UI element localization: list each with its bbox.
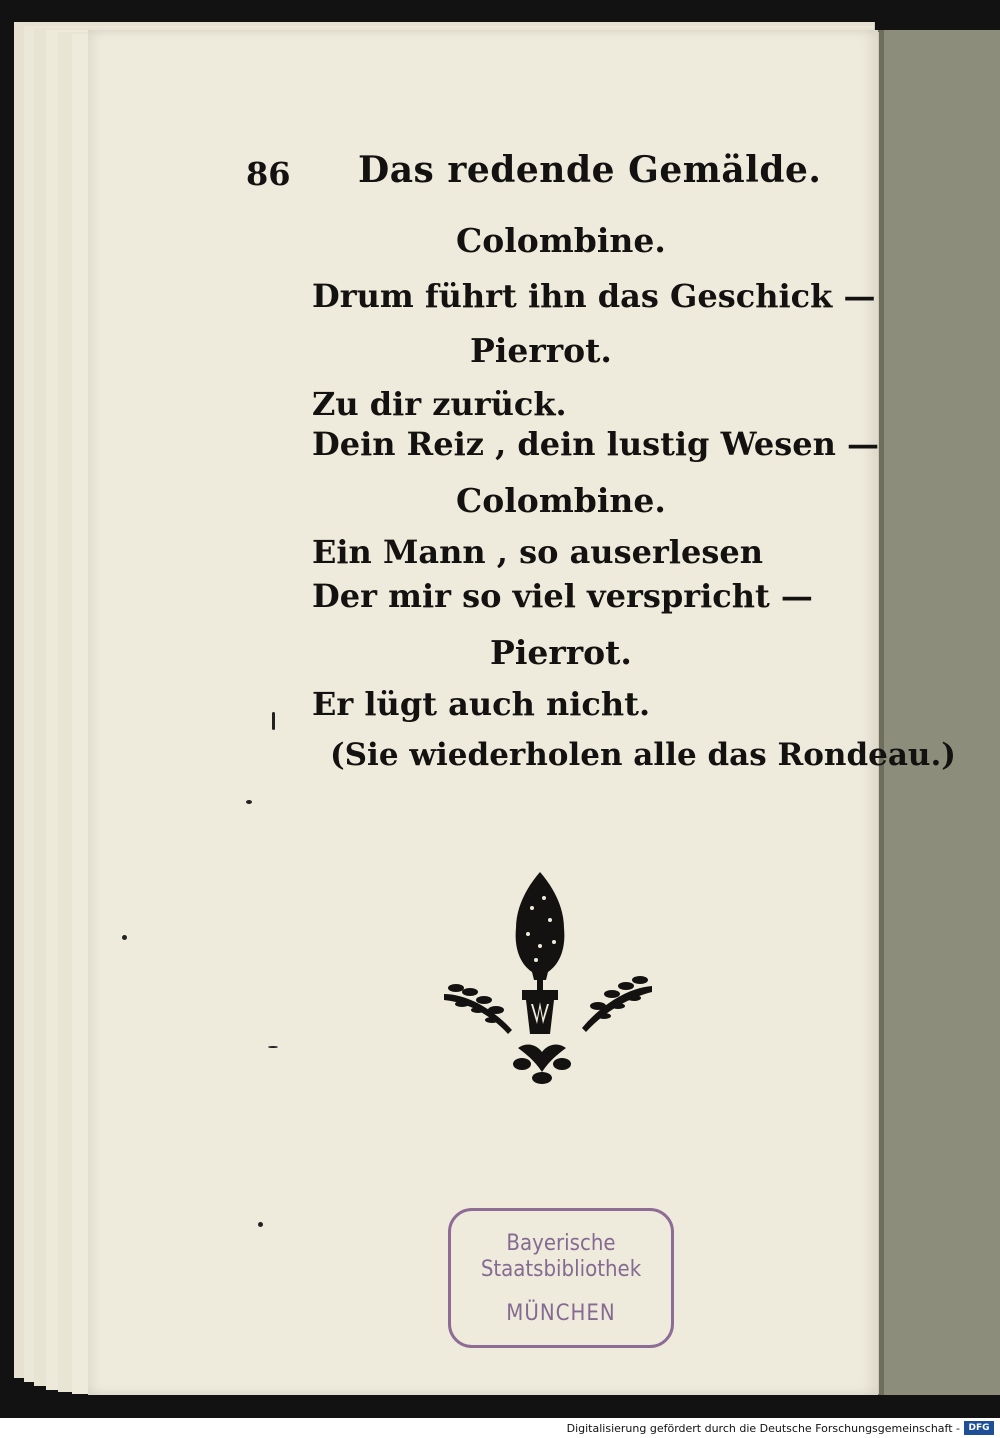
verse-line: Der mir so viel verspricht — bbox=[312, 577, 813, 615]
ink-speck bbox=[272, 712, 275, 730]
book-cover-board bbox=[872, 30, 1000, 1395]
verse-line: Drum führt ihn das Geschick — bbox=[312, 277, 876, 315]
verse-line: Ein Mann , so auserlesen bbox=[312, 533, 763, 571]
stage-direction: (Sie wiederholen alle das Rondeau.) bbox=[330, 737, 956, 773]
stamp-line: MÜNCHEN bbox=[506, 1301, 616, 1326]
running-head: Das redende Gemälde. bbox=[358, 149, 822, 191]
potted-tree-vignette-icon bbox=[436, 868, 660, 1088]
ink-speck bbox=[246, 800, 252, 804]
digitization-footer bbox=[0, 1418, 1000, 1438]
verse-line: Dein Reiz , dein lustig Wesen — bbox=[312, 425, 880, 463]
speaker-pierrot: Pierrot. bbox=[490, 633, 632, 672]
library-stamp bbox=[448, 1208, 674, 1348]
stamp-line: Bayerische bbox=[506, 1231, 616, 1256]
speaker-colombine: Colombine. bbox=[456, 481, 666, 520]
verse-line: Zu dir zurück. bbox=[312, 385, 567, 423]
footer-credit: Digitalisierung gefördert durch die Deutsche Forschungsgemeinschaft - bbox=[566, 1422, 960, 1435]
stamp-line: Staatsbibliothek bbox=[480, 1257, 642, 1282]
speaker-pierrot: Pierrot. bbox=[470, 331, 612, 370]
page-number: 86 bbox=[246, 155, 291, 193]
ink-speck bbox=[268, 1046, 278, 1048]
dfg-logo[interactable]: DFG bbox=[964, 1421, 994, 1435]
ink-speck bbox=[122, 935, 127, 940]
verse-line: Er lügt auch nicht. bbox=[312, 685, 651, 723]
speaker-colombine: Colombine. bbox=[456, 221, 666, 260]
ink-speck bbox=[258, 1222, 263, 1227]
